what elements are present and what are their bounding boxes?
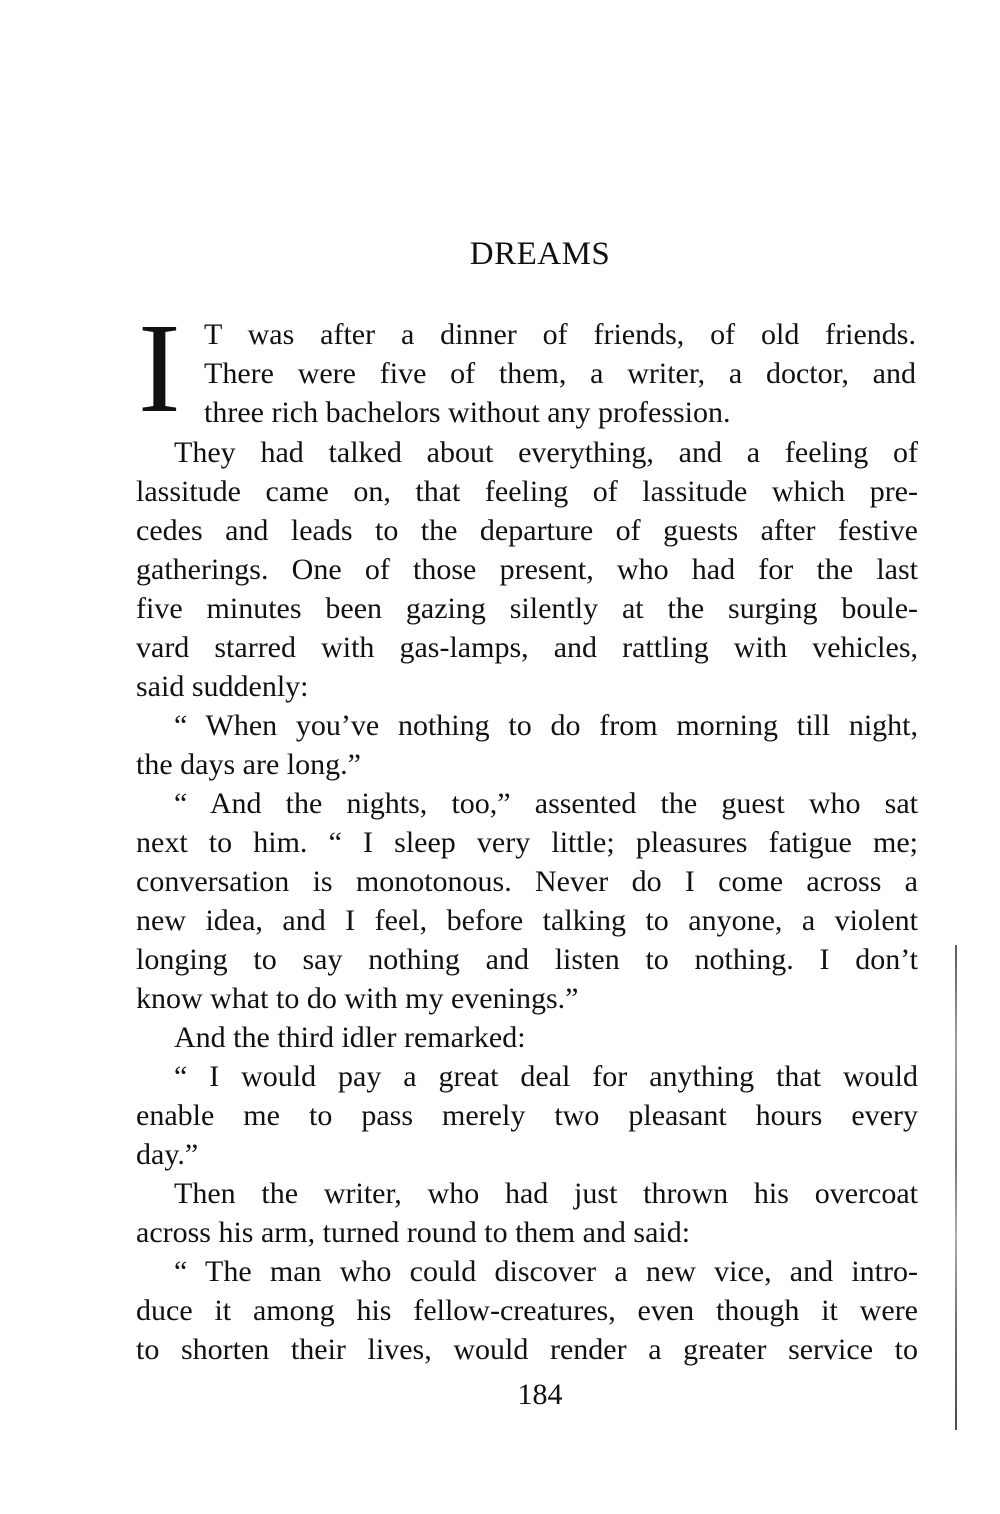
- body-line: And the third idler remarked:: [174, 1021, 526, 1054]
- body-line: “ When you’ve nothing to do from morning till night,: [174, 709, 918, 742]
- scan-edge-mark: [955, 945, 957, 1430]
- opening-line: [204, 315, 916, 354]
- opening-line: [204, 393, 916, 432]
- drop-cap: I: [138, 297, 181, 439]
- opening-line-text: There were five of them, a writer, a doctor, and: [204, 357, 916, 390]
- opening-line-text: T was after a dinner of friends, of old friends.: [204, 318, 916, 351]
- body-line: to shorten their lives, would render a greater service to: [136, 1333, 918, 1366]
- body-line: five minutes been gazing silently at the surging boule-: [136, 592, 918, 625]
- body-line: “ I would pay a great deal for anything that would: [174, 1060, 918, 1093]
- body-line: new idea, and I feel, before talking to anyone, a violent: [136, 904, 918, 937]
- body-line: Then the writer, who had just thrown his overcoat: [174, 1177, 918, 1210]
- body-line: next to him. “ I sleep very little; pleasures fatigue me;: [136, 826, 918, 859]
- body-line: enable me to pass merely two pleasant hours every: [136, 1099, 918, 1132]
- opening-line: [204, 354, 916, 393]
- body-line: cedes and leads to the departure of guests after festive: [136, 514, 918, 547]
- body-line: lassitude came on, that feeling of lassitude which pre-: [136, 475, 918, 508]
- page-number: 184: [517, 1378, 563, 1411]
- body-line: They had talked about everything, and a feeling of: [174, 436, 918, 469]
- body-line: know what to do with my evenings.”: [136, 982, 579, 1015]
- body-line: across his arm, turned round to them and said:: [136, 1216, 691, 1249]
- body-line: gatherings. One of those present, who had for the last: [136, 553, 918, 586]
- body-line: duce it among his fellow-creatures, even though it were: [136, 1294, 918, 1327]
- body-line: said suddenly:: [136, 670, 309, 703]
- body-line: “ And the nights, too,” assented the guest who sat: [174, 787, 918, 820]
- body-line: day.”: [136, 1138, 199, 1171]
- body-line: vard starred with gas-lamps, and rattling with vehicles,: [136, 631, 918, 664]
- body-line: longing to say nothing and listen to nothing. I don’t: [136, 943, 918, 976]
- body-line: the days are long.”: [136, 748, 361, 781]
- opening-line-text: three rich bachelors without any profession.: [204, 396, 731, 429]
- chapter-title: DREAMS: [469, 236, 611, 272]
- body-line: “ The man who could discover a new vice, and intro-: [174, 1255, 918, 1288]
- body-line: conversation is monotonous. Never do I come across a: [136, 865, 918, 898]
